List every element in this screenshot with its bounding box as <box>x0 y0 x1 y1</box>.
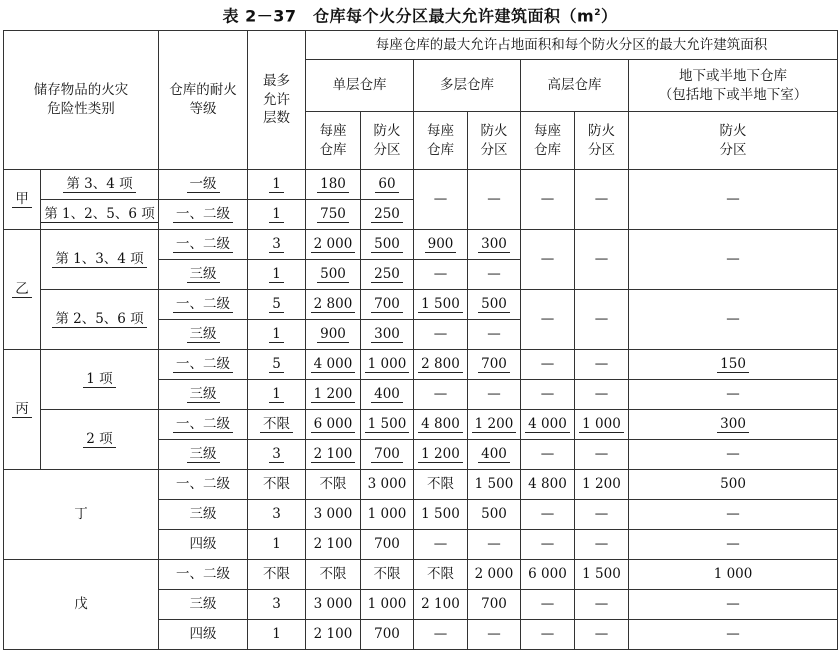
header-fire-zone: 防火 分区 <box>361 112 414 170</box>
high-zone: — <box>575 170 629 230</box>
max-floors: 1 <box>248 170 306 200</box>
single-each: 500 <box>306 260 361 290</box>
multi-each: — <box>414 260 468 290</box>
single-zone: 700 <box>361 440 414 470</box>
header-single-storey: 单层仓库 <box>306 60 414 112</box>
title-close: ） <box>600 6 618 26</box>
high-each: 4 000 <box>521 410 575 440</box>
multi-zone: — <box>468 530 521 560</box>
title-superscript: 2 <box>594 8 601 18</box>
multi-each: 2 800 <box>414 350 468 380</box>
max-floors: 3 <box>248 500 306 530</box>
max-floors: 1 <box>248 530 306 560</box>
underground-zone: — <box>629 620 838 650</box>
underground-zone: — <box>629 290 838 350</box>
underground-zone: 150 <box>629 350 838 380</box>
single-each: 1 200 <box>306 380 361 410</box>
single-each: 3 000 <box>306 500 361 530</box>
single-zone: 不限 <box>361 560 414 590</box>
single-zone: 1 000 <box>361 500 414 530</box>
sub-label: 2 项 <box>41 410 159 470</box>
header-fire-zone: 防火 分区 <box>468 112 521 170</box>
underground-zone: — <box>629 440 838 470</box>
multi-each: — <box>414 530 468 560</box>
multi-each: 900 <box>414 230 468 260</box>
header-each-warehouse: 每座 仓库 <box>414 112 468 170</box>
fire-rating: 一、二级 <box>159 560 248 590</box>
high-each: — <box>521 230 575 290</box>
warehouse-fire-area-table <box>3 30 838 650</box>
single-each: 2 100 <box>306 620 361 650</box>
fire-rating: 一、二级 <box>159 230 248 260</box>
single-each: 不限 <box>306 470 361 500</box>
single-zone: 700 <box>361 290 414 320</box>
high-each: — <box>521 620 575 650</box>
high-each: — <box>521 290 575 350</box>
high-each: — <box>521 380 575 410</box>
sub-label: 第 3、4 项 <box>41 170 159 200</box>
header-fire-zone: 防火 分区 <box>575 112 629 170</box>
single-zone: 1 500 <box>361 410 414 440</box>
max-floors: 不限 <box>248 470 306 500</box>
multi-each: 1 500 <box>414 290 468 320</box>
multi-each: — <box>414 380 468 410</box>
high-zone: — <box>575 500 629 530</box>
header-each-warehouse: 每座 仓库 <box>521 112 575 170</box>
single-zone: 250 <box>361 200 414 230</box>
max-floors: 3 <box>248 440 306 470</box>
header-category: 储存物品的火灾 危险性类别 <box>4 31 159 170</box>
multi-zone: — <box>468 380 521 410</box>
high-zone: — <box>575 380 629 410</box>
header-high-rise: 高层仓库 <box>521 60 629 112</box>
multi-each: — <box>414 170 468 230</box>
single-zone: 700 <box>361 620 414 650</box>
max-floors: 1 <box>248 200 306 230</box>
table-row <box>4 560 838 590</box>
single-zone: 300 <box>361 320 414 350</box>
sub-label: 1 项 <box>41 350 159 410</box>
multi-each: — <box>414 620 468 650</box>
multi-zone: 500 <box>468 290 521 320</box>
table-row <box>4 410 838 440</box>
high-each: — <box>521 440 575 470</box>
sub-label: 第 1、2、5、6 项 <box>41 200 159 230</box>
multi-zone: 1 500 <box>468 470 521 500</box>
underground-zone: 500 <box>629 470 838 500</box>
multi-zone: 400 <box>468 440 521 470</box>
single-each: 不限 <box>306 560 361 590</box>
high-each: — <box>521 530 575 560</box>
header-max-floors: 最多 允许 层数 <box>248 31 306 170</box>
multi-zone: — <box>468 620 521 650</box>
high-each: — <box>521 170 575 230</box>
underground-zone: — <box>629 590 838 620</box>
single-zone: 60 <box>361 170 414 200</box>
underground-zone: — <box>629 380 838 410</box>
fire-rating: 一、二级 <box>159 410 248 440</box>
fire-rating: 四级 <box>159 620 248 650</box>
single-zone: 3 000 <box>361 470 414 500</box>
single-zone: 1 000 <box>361 350 414 380</box>
high-each: — <box>521 590 575 620</box>
high-zone: — <box>575 620 629 650</box>
group-label: 丙 <box>4 350 41 470</box>
high-each: — <box>521 500 575 530</box>
fire-rating: 三级 <box>159 260 248 290</box>
header-fire-rating: 仓库的耐火 等级 <box>159 31 248 170</box>
header-multi-storey: 多层仓库 <box>414 60 521 112</box>
high-zone: 1 500 <box>575 560 629 590</box>
header-each-warehouse: 每座 仓库 <box>306 112 361 170</box>
multi-each: 4 800 <box>414 410 468 440</box>
fire-rating: 四级 <box>159 530 248 560</box>
max-floors: 1 <box>248 380 306 410</box>
high-each: 4 800 <box>521 470 575 500</box>
single-zone: 700 <box>361 530 414 560</box>
single-each: 2 000 <box>306 230 361 260</box>
single-each: 750 <box>306 200 361 230</box>
max-floors: 1 <box>248 320 306 350</box>
high-zone: — <box>575 590 629 620</box>
underground-zone: — <box>629 530 838 560</box>
single-each: 6 000 <box>306 410 361 440</box>
single-zone: 500 <box>361 230 414 260</box>
fire-rating: 三级 <box>159 440 248 470</box>
sub-label: 第 1、3、4 项 <box>41 230 159 290</box>
multi-zone: 500 <box>468 500 521 530</box>
header-underground: 地下或半地下仓库 （包括地下或半地下室） <box>629 60 838 112</box>
single-each: 900 <box>306 320 361 350</box>
single-each: 2 100 <box>306 530 361 560</box>
single-zone: 1 000 <box>361 590 414 620</box>
group-label: 戊 <box>4 560 159 650</box>
max-floors: 5 <box>248 350 306 380</box>
single-each: 180 <box>306 170 361 200</box>
single-each: 3 000 <box>306 590 361 620</box>
single-zone: 250 <box>361 260 414 290</box>
high-zone: — <box>575 440 629 470</box>
single-zone: 400 <box>361 380 414 410</box>
single-each: 2 100 <box>306 440 361 470</box>
high-zone: 1 200 <box>575 470 629 500</box>
underground-zone: — <box>629 230 838 290</box>
multi-each: 不限 <box>414 470 468 500</box>
table-title <box>0 0 840 28</box>
high-zone: — <box>575 230 629 290</box>
table-title-text: 表 2－37 仓库每个火分区最大允许建筑面积（m <box>222 6 595 26</box>
multi-zone: — <box>468 260 521 290</box>
max-floors: 1 <box>248 620 306 650</box>
multi-zone: — <box>468 170 521 230</box>
fire-rating: 三级 <box>159 320 248 350</box>
fire-rating: 三级 <box>159 500 248 530</box>
multi-zone: 700 <box>468 350 521 380</box>
fire-rating: 一、二级 <box>159 470 248 500</box>
fire-rating: 一、二级 <box>159 200 248 230</box>
multi-each: 2 100 <box>414 590 468 620</box>
multi-each: 1 200 <box>414 440 468 470</box>
sub-label: 第 2、5、6 项 <box>41 290 159 350</box>
multi-zone: 1 200 <box>468 410 521 440</box>
underground-zone: — <box>629 170 838 230</box>
high-zone: — <box>575 530 629 560</box>
max-floors: 不限 <box>248 410 306 440</box>
group-label: 甲 <box>4 170 41 230</box>
table-row <box>4 230 838 260</box>
high-zone: 1 000 <box>575 410 629 440</box>
multi-each: 1 500 <box>414 500 468 530</box>
multi-each: — <box>414 320 468 350</box>
fire-rating: 三级 <box>159 590 248 620</box>
max-floors: 5 <box>248 290 306 320</box>
table-row <box>4 470 838 500</box>
high-zone: — <box>575 290 629 350</box>
header-max-area: 每座仓库的最大允许占地面积和每个防火分区的最大允许建筑面积 <box>306 31 838 60</box>
single-each: 4 000 <box>306 350 361 380</box>
underground-zone: 1 000 <box>629 560 838 590</box>
underground-zone: — <box>629 500 838 530</box>
fire-rating: 一、二级 <box>159 290 248 320</box>
max-floors: 不限 <box>248 560 306 590</box>
table-row <box>4 170 838 200</box>
group-label: 丁 <box>4 470 159 560</box>
multi-zone: 700 <box>468 590 521 620</box>
multi-each: 不限 <box>414 560 468 590</box>
group-label: 乙 <box>4 230 41 350</box>
multi-zone: — <box>468 320 521 350</box>
fire-rating: 一、二级 <box>159 350 248 380</box>
table-row <box>4 290 838 320</box>
table-row <box>4 350 838 380</box>
fire-rating: 一级 <box>159 170 248 200</box>
max-floors: 3 <box>248 230 306 260</box>
high-each: — <box>521 350 575 380</box>
multi-zone: 2 000 <box>468 560 521 590</box>
max-floors: 1 <box>248 260 306 290</box>
multi-zone: 300 <box>468 230 521 260</box>
fire-rating: 三级 <box>159 380 248 410</box>
single-each: 2 800 <box>306 290 361 320</box>
high-each: 6 000 <box>521 560 575 590</box>
max-floors: 3 <box>248 590 306 620</box>
underground-zone: 300 <box>629 410 838 440</box>
header-fire-zone: 防火 分区 <box>629 112 838 170</box>
high-zone: — <box>575 350 629 380</box>
